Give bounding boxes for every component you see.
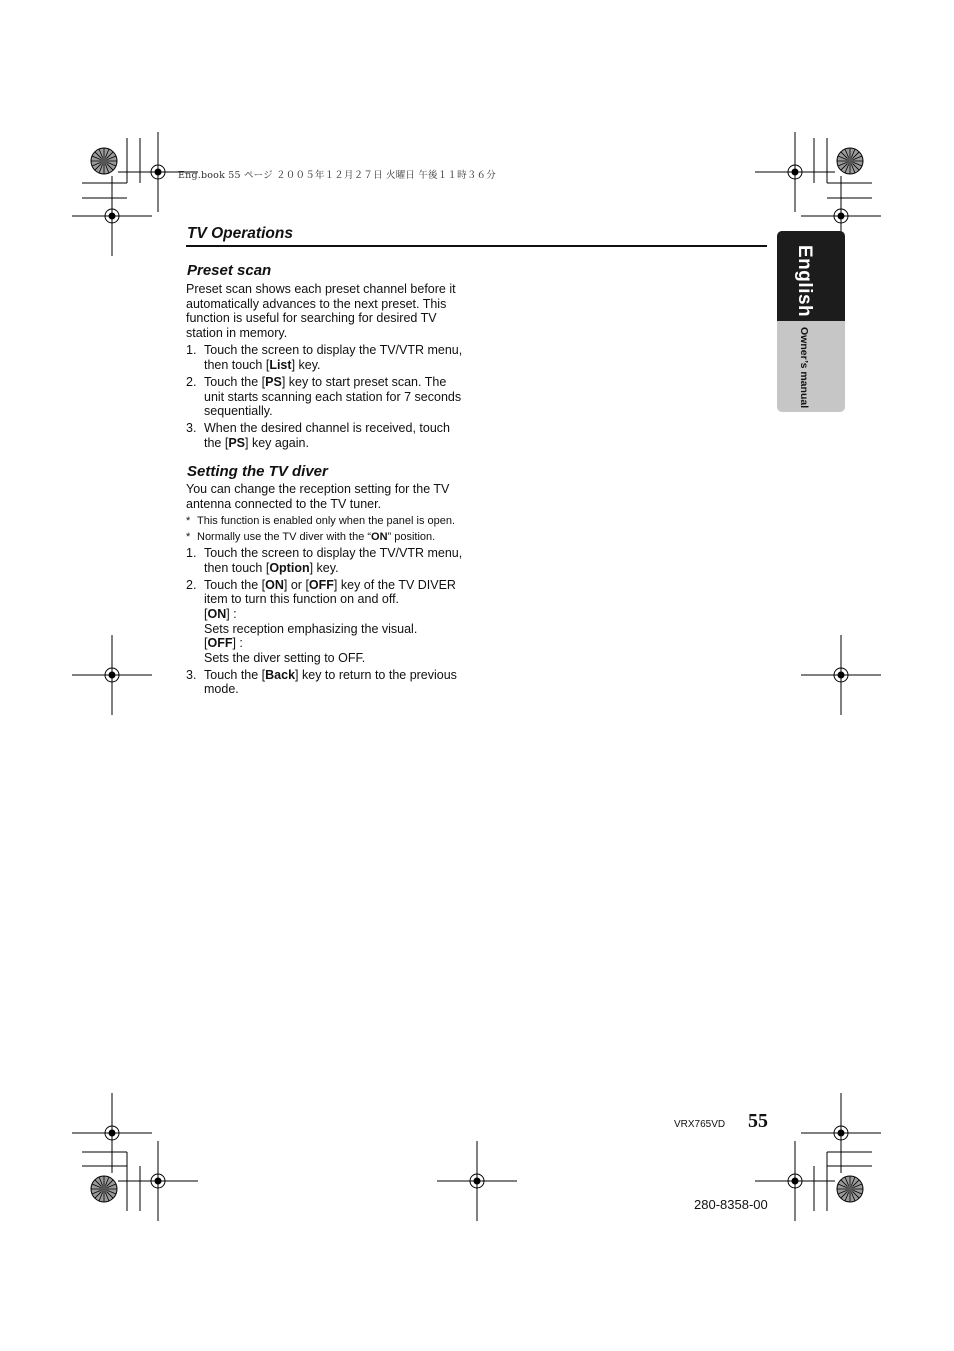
- preset-scan-intro: Preset scan shows each preset channel before it automatically advances to the next preset. This function is useful for searching for desired TV station in memory.: [186, 282, 456, 340]
- list-item: 1. Touch the screen to display the TV/VTR menu, then touch [List] key.: [186, 343, 463, 372]
- tv-diver-note-on: * Normally use the TV diver with the “ON” position.: [186, 531, 436, 544]
- preset-scan-heading: Preset scan: [187, 262, 272, 279]
- list-item: 1. Touch the screen to display the TV/VTR menu, then touch [Option] key.: [186, 546, 463, 575]
- tv-diver-intro: You can change the reception setting for the TV antenna connected to the TV tuner.: [186, 482, 450, 511]
- list-item: 3. When the desired channel is received, touch the [PS] key again.: [186, 421, 450, 450]
- page-number: 55: [748, 1110, 768, 1132]
- preset-scan-body: [186, 282, 466, 453]
- tv-diver-steps: [186, 546, 466, 697]
- part-number: 280-8358-00: [694, 1197, 768, 1212]
- list-item: 2. Touch the [ON] or [OFF] key of the TV DIVER item to turn this function on and off. [ON] : Sets reception emphasizing the visual. [OFF] : Sets the diver setting to OFF.: [186, 577, 456, 665]
- tv-diver-heading: Setting the TV diver: [187, 463, 328, 480]
- language-side-tab: [777, 231, 845, 412]
- language-label: English: [794, 245, 815, 318]
- print-header-line: Eng.book 55 ページ ２００５年１２月２７日 火曜日 午後１１時３６分: [178, 170, 496, 181]
- model-number: VRX765VD: [674, 1119, 726, 1130]
- tv-diver-note-panel: * This function is enabled only when the panel is open.: [186, 515, 456, 528]
- list-item: 2. Touch the [PS] key to start preset scan. The unit starts scanning each station for 7 seconds sequentially.: [186, 374, 462, 419]
- preset-scan-steps: [186, 343, 466, 450]
- section-title: TV Operations: [187, 225, 293, 242]
- owners-manual-label: Owner’s manual: [798, 327, 810, 409]
- section-divider: [186, 245, 767, 247]
- tv-diver-body: [186, 482, 466, 699]
- language-tab-header: [777, 231, 845, 321]
- list-item: 3. Touch the [Back] key to return to the previous mode.: [186, 667, 457, 697]
